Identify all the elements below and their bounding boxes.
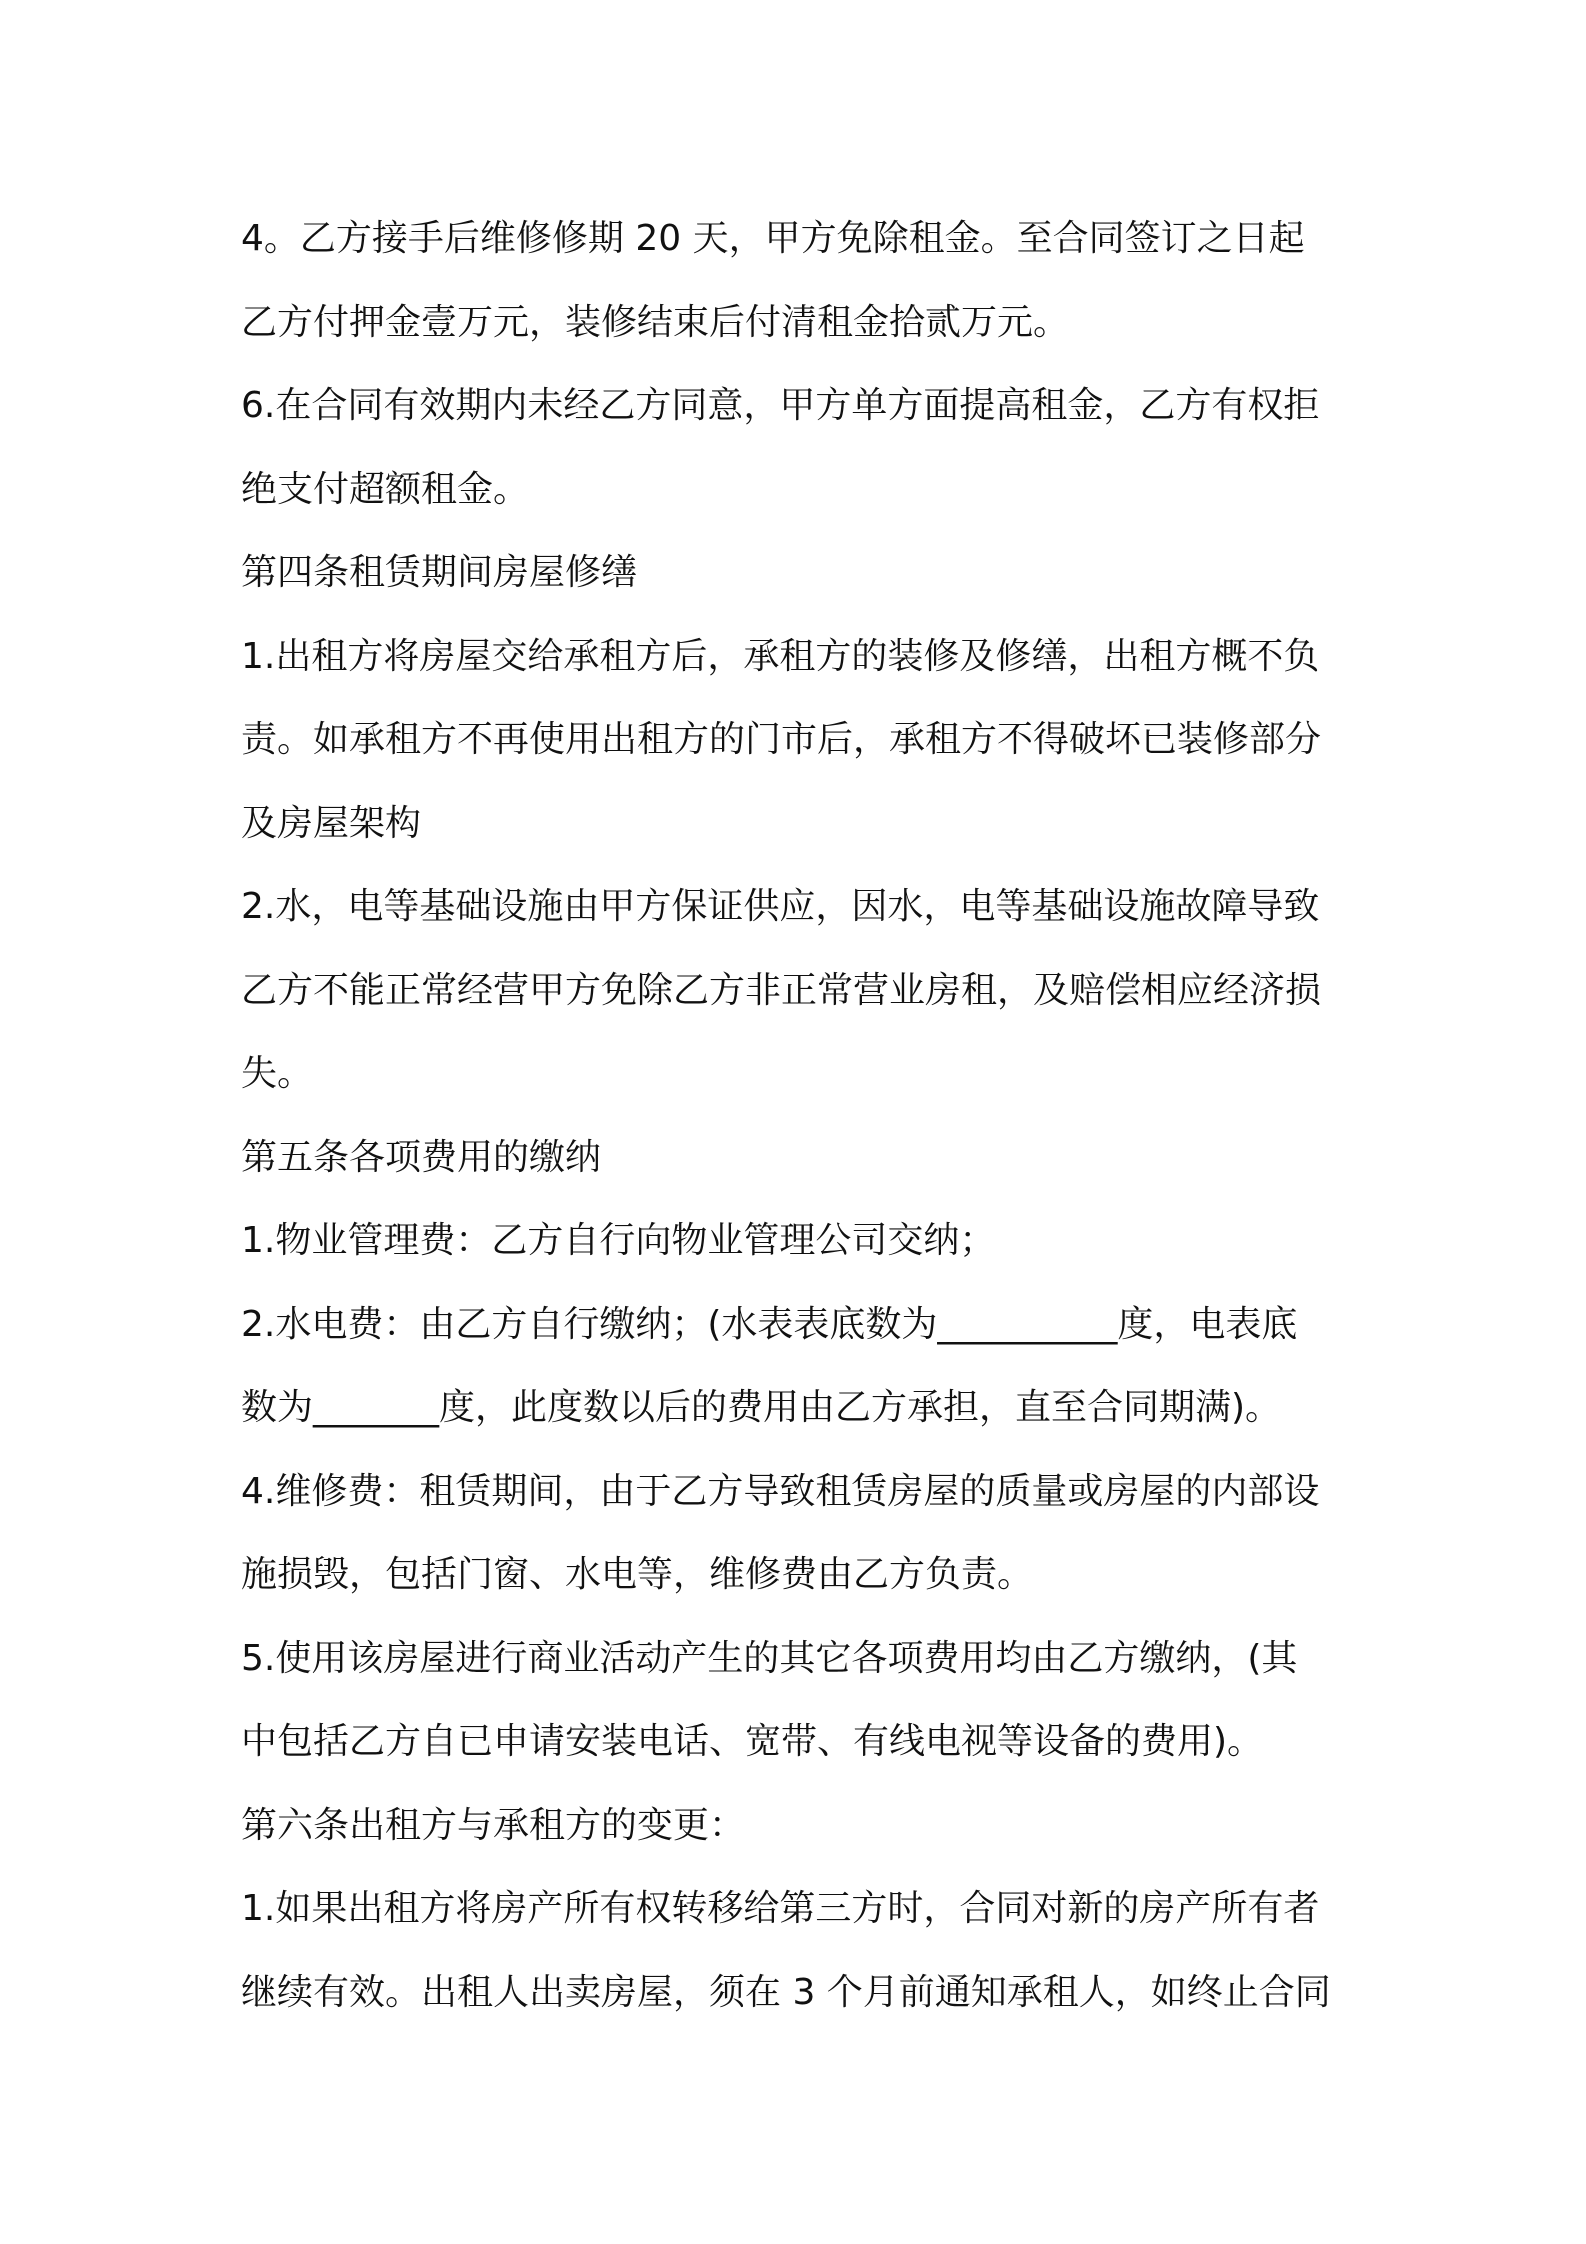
- text-line: 6.在合同有效期内未经乙方同意，甲方单方面提高租金，乙方有权拒: [241, 385, 1320, 426]
- text-line: 失。: [241, 1053, 314, 1094]
- text-line: 4.维修费：租赁期间，由于乙方导致租赁房屋的质量或房屋的内部设: [241, 1470, 1320, 1512]
- text-line: 1.如果出租方将房产所有权转移给第三方时，合同对新的房产所有者: [241, 1888, 1320, 1929]
- text-line: 继续有效。出租人出卖房屋，须在 3 个月前通知承租人，如终止合同: [241, 1971, 1331, 2013]
- text-line: 乙方付押金壹万元，装修结束后付清租金拾贰万元。: [241, 301, 1070, 343]
- text-line: 4。乙方接手后维修修期 20 天，甲方免除租金。至合同签订之日起: [241, 218, 1305, 259]
- text-line: 5.使用该房屋进行商业活动产生的其它各项费用均由乙方缴纳，(其: [241, 1637, 1298, 1679]
- text-line: 中包括乙方自已申请安装电话、宽带、有线电视等设备的费用)。: [241, 1721, 1264, 1762]
- text-line: 及房屋架构: [241, 802, 422, 844]
- text-line: 施损毁，包括门窗、水电等，维修费由乙方负责。: [241, 1554, 1034, 1595]
- section-heading: 第四条租赁期间房屋修缮: [241, 552, 638, 593]
- text-line: 数为_______度，此度数以后的费用由乙方承担，直至合同期满)。: [241, 1387, 1282, 1428]
- section-heading: 第五条各项费用的缴纳: [241, 1136, 602, 1178]
- text-line: 1.出租方将房屋交给承租方后，承租方的装修及修缮，出租方概不负: [241, 635, 1320, 677]
- text-line: 2.水，电等基础设施由甲方保证供应，因水，电等基础设施故障导致: [241, 886, 1320, 927]
- section-heading: 第六条出租方与承租方的变更：: [241, 1804, 746, 1846]
- contract-text: [241, 197, 1356, 2034]
- text-line: 2.水电费：由乙方自行缴纳；(水表表底数为__________度，电表底: [241, 1303, 1298, 1345]
- text-line: 1.物业管理费：乙方自行向物业管理公司交纳；: [241, 1220, 996, 1261]
- text-line: 绝支付超额租金。: [241, 468, 530, 510]
- text-line: 责。如承租方不再使用出租方的门市后，承租方不得破坏已装修部分: [241, 719, 1322, 760]
- text-line: 乙方不能正常经营甲方免除乙方非正常营业房租，及赔偿相应经济损: [241, 969, 1322, 1011]
